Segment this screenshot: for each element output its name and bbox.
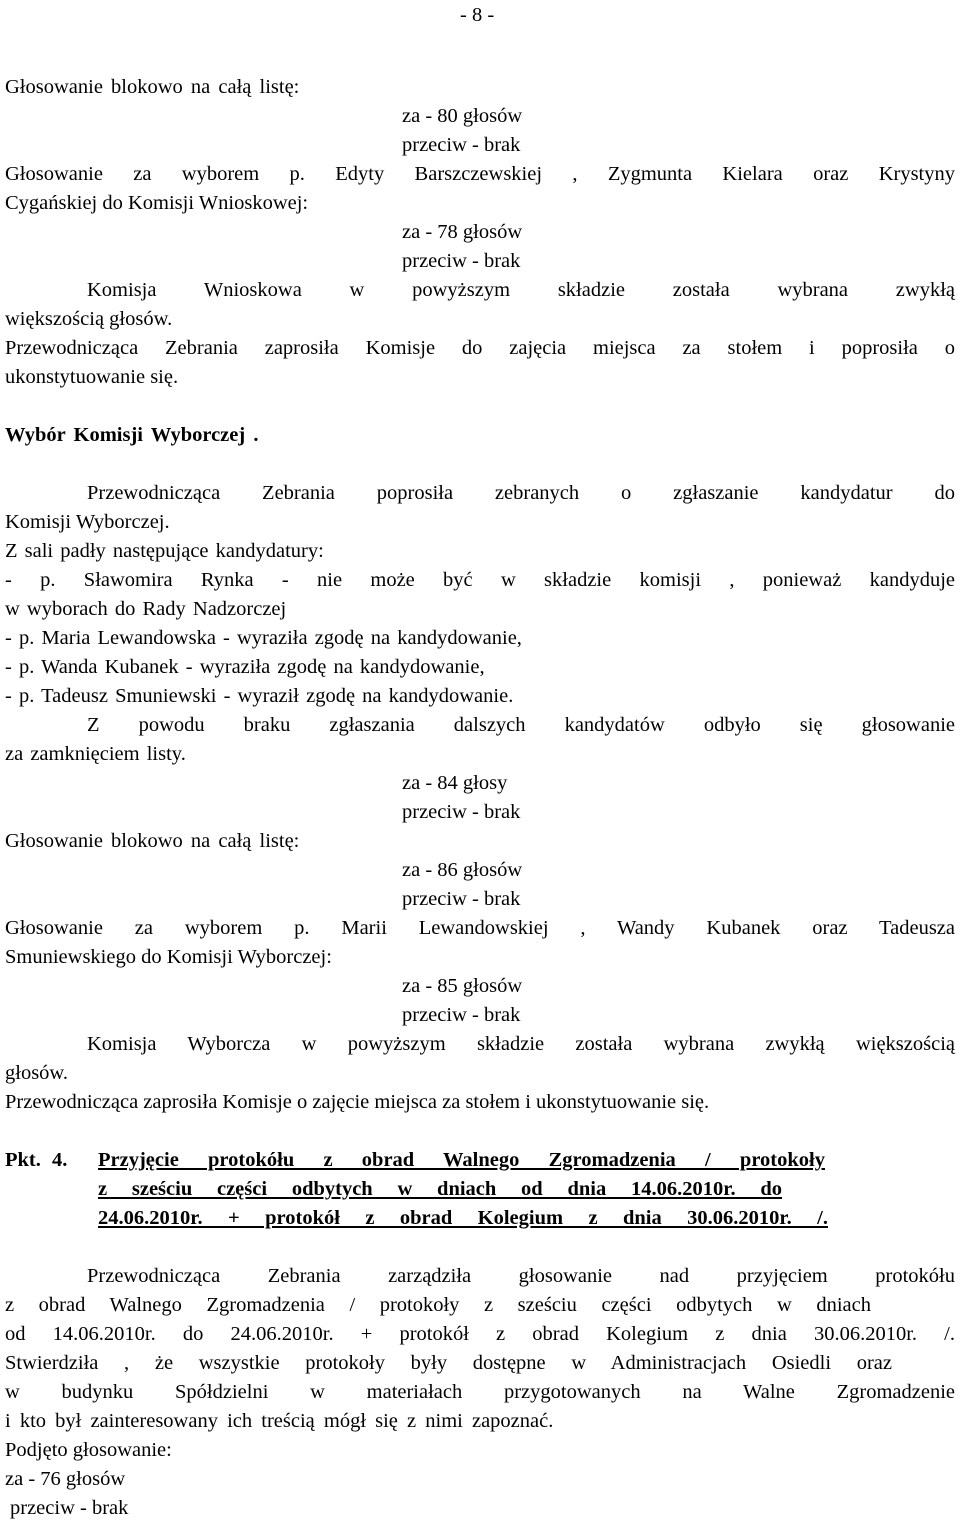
vote-against: przeciw - brak — [402, 801, 521, 823]
paragraph-line: większością głosów. — [5, 308, 173, 330]
vote-selection-text: Głosowanie za wyborem p. Edyty Barszczewskiej , Zygmunta Kielara oraz Krystyny — [5, 163, 955, 185]
candidate-item: - p. Tadeusz Smuniewski - wyraził zgodę na kandydowanie. — [5, 685, 514, 707]
paragraph-line: Z powodu braku zgłaszania dalszych kandydatów odbyło się głosowanie — [87, 714, 955, 736]
vote-for: za - 80 głosów — [402, 105, 523, 127]
paragraph-line: Przewodnicząca Zebrania zaprosiła Komisje do zajęcia miejsca za stołem i poprosiła o — [5, 337, 955, 359]
paragraph-line: od 14.06.2010r. do 24.06.2010r. + protokół z obrad Kolegium z dnia 30.06.2010r. /. — [5, 1323, 955, 1345]
paragraph-line: Stwierdziła , że wszystkie protokoły były dostępne w Administracjach Osiedli oraz — [5, 1352, 892, 1374]
paragraph-line: Komisja Wnioskowa w powyższym składzie została wybrana zwykłą — [87, 279, 955, 301]
vote-against: przeciw - brak — [402, 1004, 521, 1026]
vote-against: przeciw - brak — [402, 250, 521, 272]
candidate-item: - p. Sławomira Rynka - nie może być w składzie komisji , ponieważ kandyduje — [5, 569, 955, 591]
paragraph-line: Przewodnicząca Zebrania poprosiła zebranych o zgłaszanie kandydatur do — [87, 482, 955, 504]
vote-block-heading: Głosowanie blokowo na całą listę: — [5, 830, 300, 852]
agenda-point-number: Pkt. 4. — [5, 1149, 68, 1171]
paragraph-line: ukonstytuowanie się. — [5, 366, 179, 388]
vote-for: za - 86 głosów — [402, 859, 523, 881]
paragraph-line: Komisji Wyborczej. — [5, 511, 170, 533]
paragraph-line: Przewodnicząca Zebrania zarządziła głosowanie nad przyjęciem protokółu — [87, 1265, 955, 1287]
vote-for: za - 85 głosów — [402, 975, 523, 997]
paragraph-line: Podjęto głosowanie: — [5, 1439, 172, 1461]
vote-selection-text: Smuniewskiego do Komisji Wyborczej: — [5, 946, 332, 968]
page-number: - 8 - — [460, 4, 495, 26]
vote-for: za - 76 głosów — [5, 1468, 126, 1490]
agenda-point-title: Przyjęcie protokółu z obrad Walnego Zgromadzenia / protokoły — [98, 1149, 825, 1171]
vote-selection-text: Cygańskiej do Komisji Wnioskowej: — [5, 192, 309, 214]
vote-for: za - 78 głosów — [402, 221, 523, 243]
vote-against: przeciw - brak — [10, 1497, 129, 1519]
vote-against: przeciw - brak — [402, 888, 521, 910]
paragraph-line: i kto był zainteresowany ich treścią mógł się z nimi zapoznać. — [5, 1410, 554, 1432]
paragraph-line: z obrad Walnego Zgromadzenia / protokoły z sześciu części odbytych w dniach — [5, 1294, 871, 1316]
vote-block-heading: Głosowanie blokowo na całą listę: — [5, 76, 300, 98]
agenda-point-title: 24.06.2010r. + protokół z obrad Kolegium z dnia 30.06.2010r. /. — [98, 1207, 828, 1229]
candidate-item: - p. Maria Lewandowska - wyraziła zgodę na kandydowanie, — [5, 627, 522, 649]
vote-for: za - 84 głosy — [402, 772, 508, 794]
paragraph-line: Przewodnicząca zaprosiła Komisje o zajęcie miejsca za stołem i ukonstytuowanie się. — [5, 1091, 710, 1113]
candidate-item: w wyborach do Rady Nadzorczej — [5, 598, 287, 620]
paragraph-line: Komisja Wyborcza w powyższym składzie została wybrana zwykłą większością — [87, 1033, 955, 1055]
vote-selection-text: Głosowanie za wyborem p. Marii Lewandowskiej , Wandy Kubanek oraz Tadeusza — [5, 917, 955, 939]
section-heading: Wybór Komisji Wyborczej . — [5, 424, 259, 446]
paragraph-line: Z sali padły następujące kandydatury: — [5, 540, 324, 562]
candidate-item: - p. Wanda Kubanek - wyraziła zgodę na kandydowanie, — [5, 656, 485, 678]
vote-against: przeciw - brak — [402, 134, 521, 156]
paragraph-line: głosów. — [5, 1062, 69, 1084]
paragraph-line: w budynku Spółdzielni w materiałach przygotowanych na Walne Zgromadzenie — [5, 1381, 955, 1403]
agenda-point-title: z sześciu części odbytych w dniach od dnia 14.06.2010r. do — [98, 1178, 782, 1200]
paragraph-line: za zamknięciem listy. — [5, 743, 186, 765]
